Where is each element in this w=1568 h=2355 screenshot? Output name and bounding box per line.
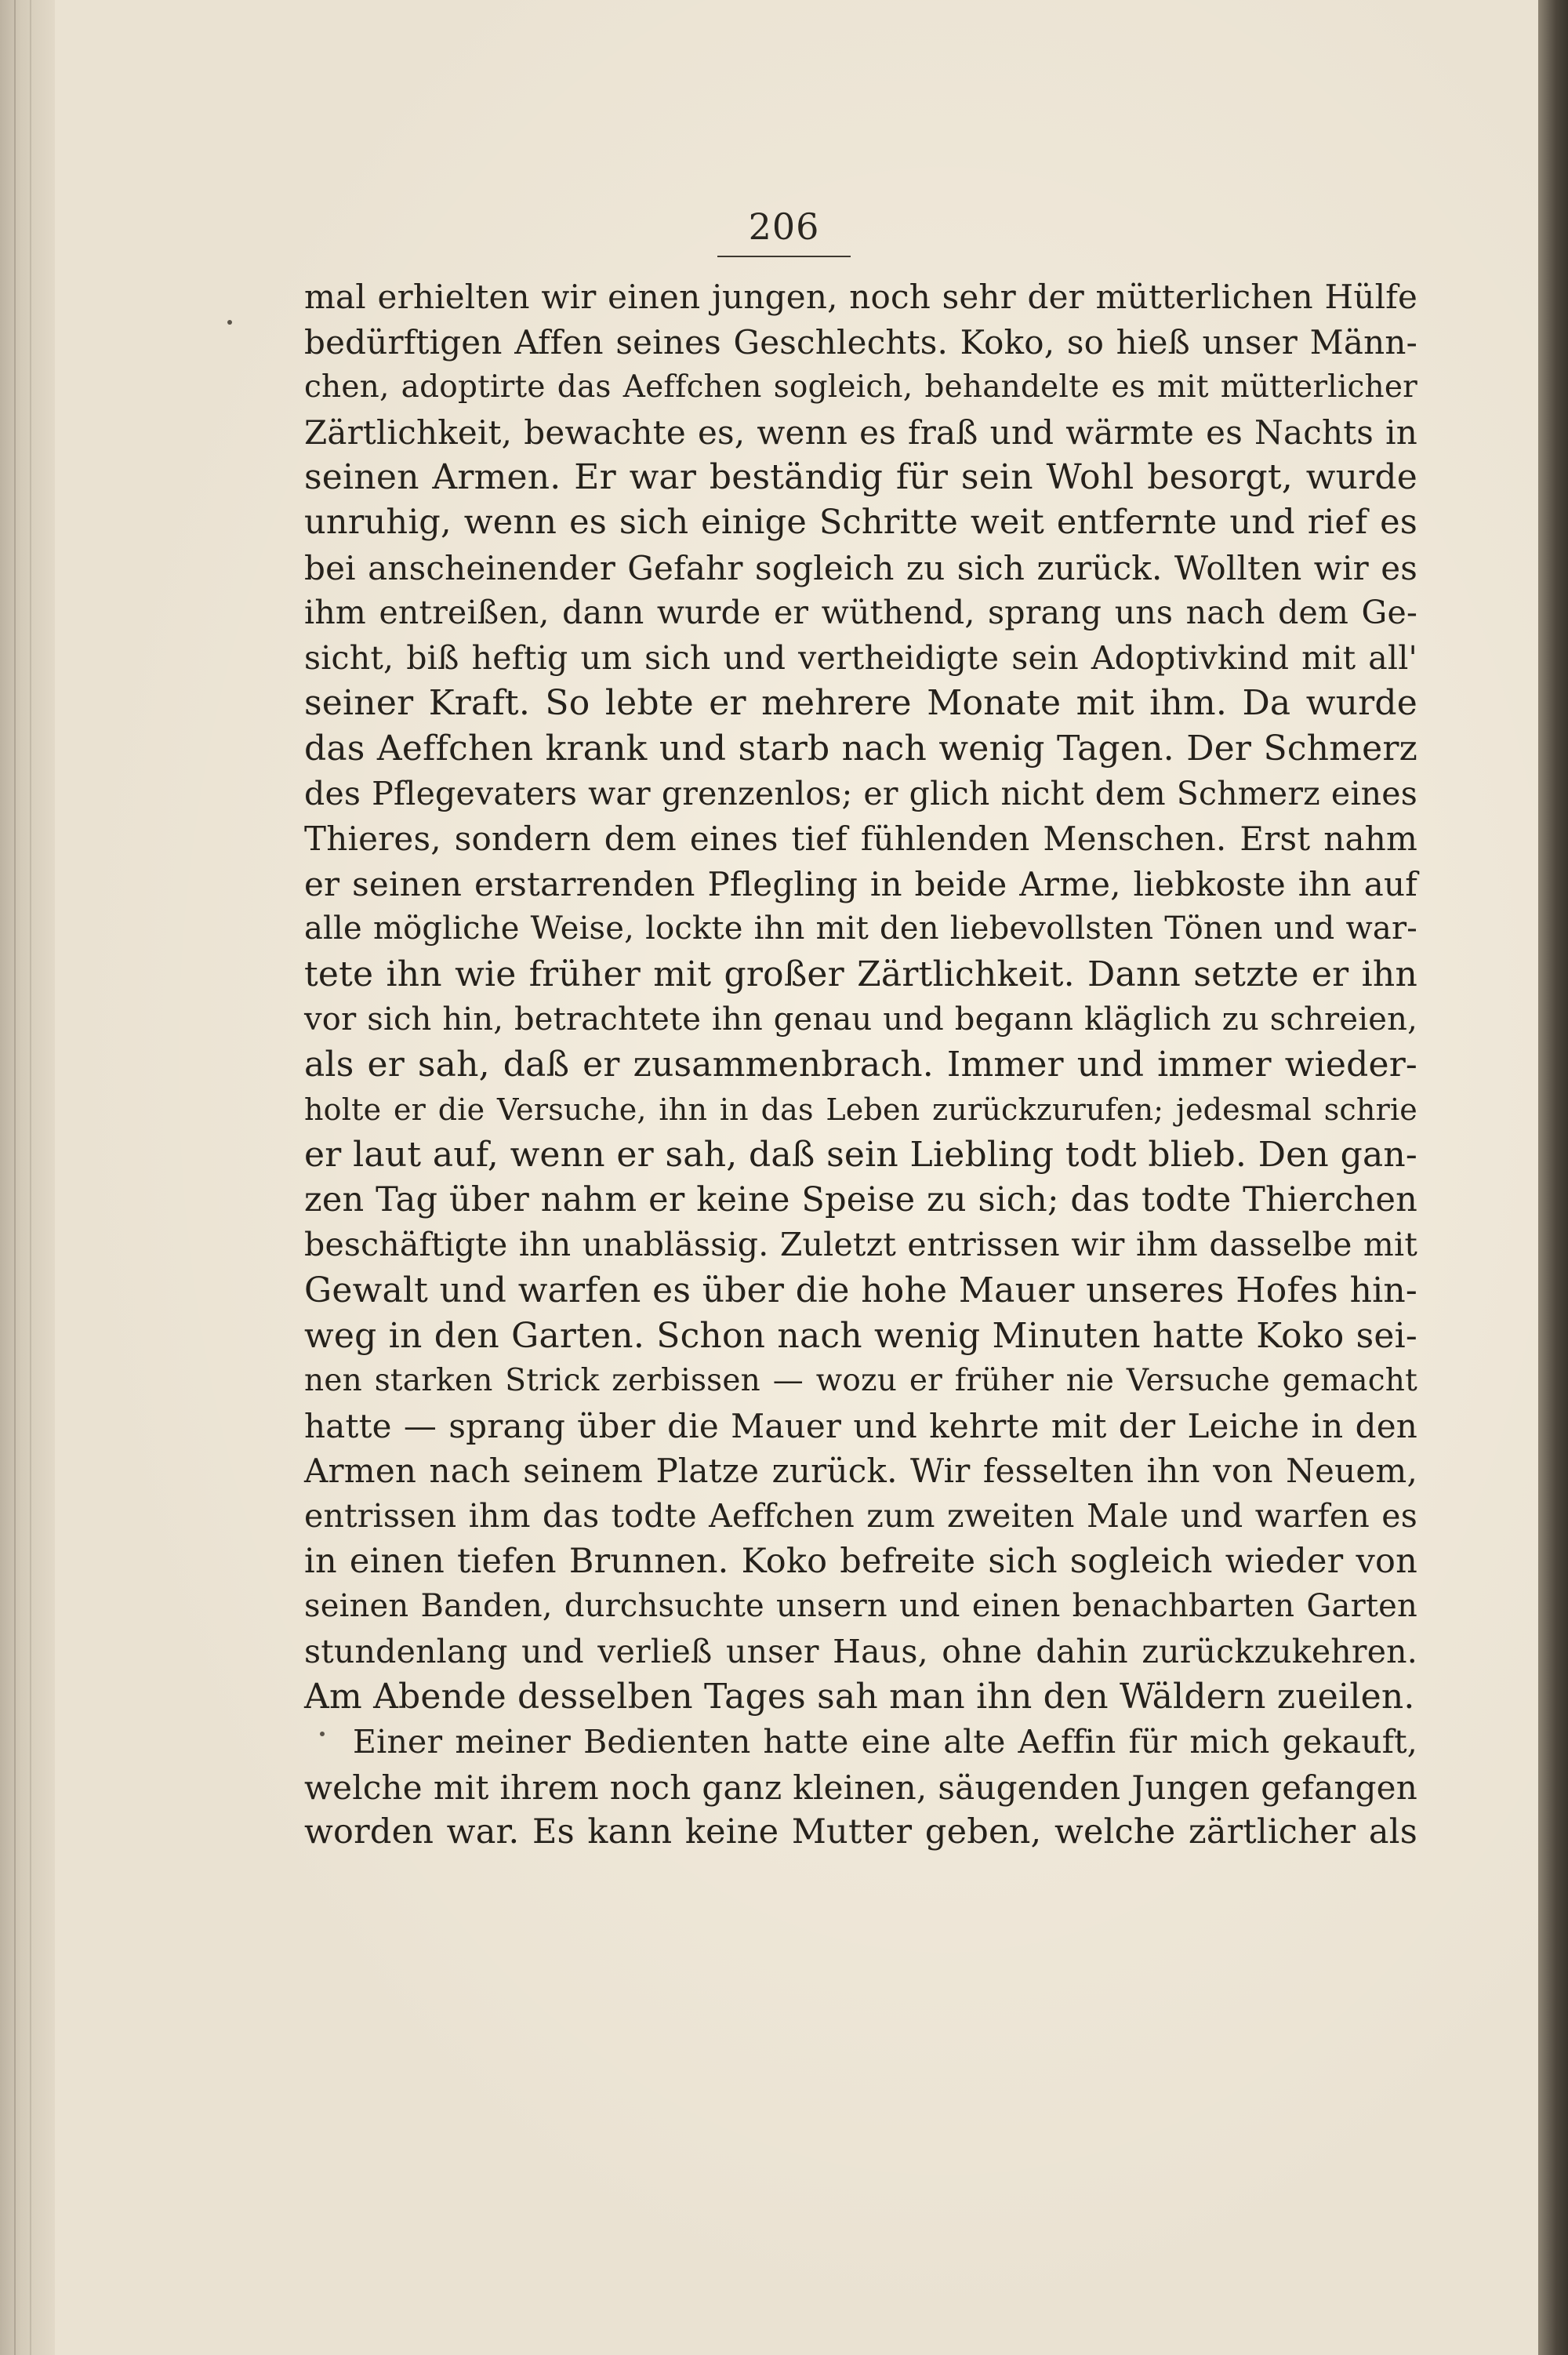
gutter-edge-line	[14, 0, 16, 2355]
text-line: beschäftigte ihn unablässig. Zuletzt entrissen wir ihm dasselbe mit	[304, 1226, 1417, 1264]
page-number: 206	[748, 205, 820, 248]
text-line: zen Tag über nahm er keine Speise zu sich; das todte Thierchen	[304, 1179, 1417, 1219]
text-line: des Pflegevaters war grenzenlos; er glich nicht dem Schmerz eines	[304, 774, 1417, 812]
text-line: welche mit ihrem noch ganz kleinen, säugenden Jungen gefangen	[304, 1768, 1417, 1807]
text-line: worden war. Es kann keine Mutter geben, welche zärtlicher als	[304, 1812, 1417, 1852]
text-line: sicht, biß heftig um sich und vertheidigte sein Adoptivkind mit all'	[304, 638, 1417, 677]
text-line: seinen Banden, durchsuchte unsern und einen benachbarten Garten	[304, 1588, 1417, 1625]
page-number-rule	[717, 256, 851, 257]
text-line: stundenlang und verließ unser Haus, ohne dahin zurückzukehren.	[304, 1632, 1417, 1670]
text-line: entrissen ihm das todte Aeffchen zum zweiten Male und warfen es	[304, 1497, 1417, 1535]
text-line: ihm entreißen, dann wurde er wüthend, sprang uns nach dem Ge-	[304, 594, 1417, 632]
text-line: mal erhielten wir einen jungen, noch sehr der mütterlichen Hülfe	[304, 278, 1417, 316]
paragraph-first-line: Einer meiner Bedienten hatte eine alte Aeffin für mich gekauft,	[353, 1723, 1417, 1761]
text-line: seiner Kraft. So lebte er mehrere Monate mit ihm. Da wurde	[304, 683, 1417, 724]
text-line: weg in den Garten. Schon nach wenig Minuten hatte Koko sei-	[304, 1315, 1417, 1356]
text-line: chen, adoptirte das Aeffchen sogleich, behandelte es mit mütterlicher	[304, 369, 1417, 405]
text-line: unruhig, wenn es sich einige Schritte weit entfernte und rief es	[304, 502, 1417, 542]
text-line: tete ihn wie früher mit großer Zärtlichkeit. Dann setzte er ihn	[304, 954, 1417, 994]
page-edge-shadow	[1538, 0, 1568, 2355]
text-line: seinen Armen. Er war beständig für sein Wohl besorgt, wurde	[304, 457, 1417, 498]
margin-speck	[227, 320, 232, 325]
text-line: er laut auf, wenn er sah, daß sein Liebling todt blieb. Den gan-	[304, 1135, 1417, 1176]
body-text	[304, 274, 1417, 1855]
text-line: das Aeffchen krank und starb nach wenig Tagen. Der Schmerz	[304, 728, 1417, 769]
text-line: alle mögliche Weise, lockte ihn mit den liebevollsten Tönen und war-	[304, 910, 1417, 947]
book-gutter	[0, 0, 55, 2355]
margin-speck	[320, 1732, 325, 1736]
text-line: bei anscheinender Gefahr sogleich zu sich zurück. Wollten wir es	[304, 548, 1417, 587]
text-line: holte er die Versuche, ihn in das Leben zurückzurufen; jedesmal schrie	[304, 1092, 1417, 1127]
text-line: als er sah, daß er zusammenbrach. Immer und immer wieder-	[304, 1045, 1417, 1085]
text-line: Am Abende desselben Tages sah man ihn den Wäldern zueilen.	[304, 1677, 1415, 1717]
text-line: Armen nach seinem Platze zurück. Wir fesselten ihn von Neuem,	[304, 1452, 1417, 1491]
text-line: bedürftigen Affen seines Geschlechts. Koko, so hieß unser Männ-	[304, 322, 1417, 362]
text-line: er seinen erstarrenden Pflegling in beide Arme, liebkoste ihn auf	[304, 864, 1417, 903]
text-line: Thieres, sondern dem eines tief fühlenden Menschen. Erst nahm	[304, 820, 1417, 859]
text-line: vor sich hin, betrachtete ihn genau und begann kläglich zu schreien,	[304, 1001, 1417, 1038]
text-line: hatte — sprang über die Mauer und kehrte mit der Leiche in den	[304, 1406, 1417, 1445]
gutter-edge-line	[30, 0, 31, 2355]
text-line: Gewalt und warfen es über die hohe Mauer unseres Hofes hin-	[304, 1270, 1417, 1311]
text-line: Zärtlichkeit, bewachte es, wenn es fraß und wärmte es Nachts in	[304, 412, 1417, 452]
text-line: in einen tiefen Brunnen. Koko befreite sich sogleich wieder von	[304, 1541, 1417, 1581]
text-line: nen starken Strick zerbissen — wozu er früher nie Versuche gemacht	[304, 1363, 1417, 1399]
